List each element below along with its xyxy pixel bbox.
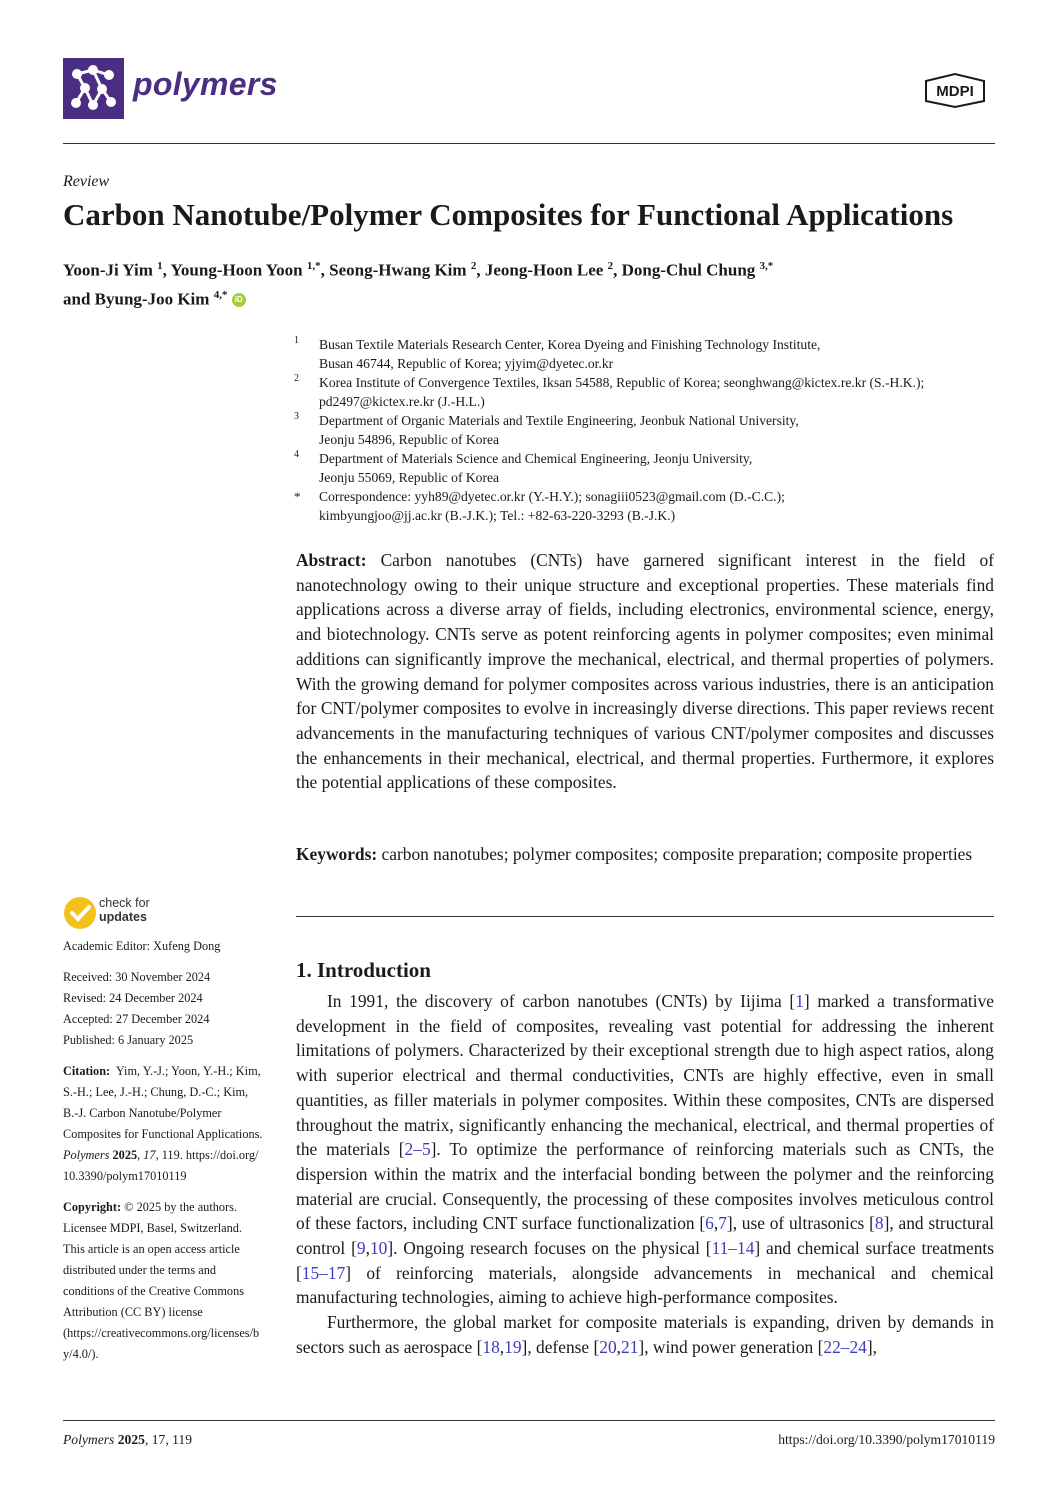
citation: Citation: Yim, Y.-J.; Yoon, Y.-H.; Kim, S.-H.; Lee, J.-H.; Chung, D.-C.; Kim, B.-J. Carbon Nanotube/Polymer Composites for Functional Applications. Polymers 2025, 17, 119. https://doi.org/10.3390/polym17010119 xyxy=(63,1064,263,1183)
footer-citation xyxy=(63,1432,192,1448)
citation-ref-link[interactable]: 18 xyxy=(482,1336,500,1357)
affiliations xyxy=(294,335,1004,525)
citation-year: 2025 xyxy=(112,1148,138,1162)
citation-label: Citation: xyxy=(63,1064,111,1078)
introduction-body xyxy=(296,989,994,1360)
author-affil: 1,* xyxy=(306,260,321,272)
citation-journal: Polymers xyxy=(63,1148,110,1162)
copyright-text: © 2025 by the authors. Licensee MDPI, Basel, Switzerland. This article is an open access article distributed under the terms and conditions of the Creative Commons Attribution (CC BY) license (https://creativecommons.org/licenses/by/4.0/). xyxy=(63,1200,260,1361)
keywords xyxy=(296,842,994,867)
citation-ref-link[interactable]: 20 xyxy=(599,1336,617,1357)
citation-ref-link[interactable]: 11–14 xyxy=(711,1238,755,1259)
check-updates-icon xyxy=(63,896,97,930)
author-affil: 2 xyxy=(470,260,477,272)
keywords-text: carbon nanotubes; polymer composites; composite preparation; composite properties xyxy=(381,844,973,864)
affiliation-number: 2 xyxy=(294,373,299,384)
citation-ref-link[interactable]: 8 xyxy=(874,1213,884,1234)
author-affil: 1 xyxy=(157,260,163,272)
citation-ref-link[interactable]: 10 xyxy=(369,1238,388,1259)
article-metadata xyxy=(63,936,263,1365)
publisher-logo-icon[interactable] xyxy=(916,71,994,109)
affiliation-number: 1 xyxy=(294,335,299,346)
article-title: Carbon Nanotube/Polymer Composites for Functional Applications xyxy=(63,197,954,232)
author-name[interactable]: Byung-Joo Kim xyxy=(94,289,210,309)
citation-ref-link[interactable]: 15–17 xyxy=(301,1262,346,1283)
author-name[interactable]: Young-Hoon Yoon xyxy=(170,260,303,280)
academic-editor: Academic Editor: Xufeng Dong xyxy=(63,939,221,953)
orcid-icon[interactable]: iD xyxy=(232,293,246,307)
citation-ref-link[interactable]: 1 xyxy=(795,991,804,1011)
affiliation-line: Busan Textile Materials Research Center, Korea Dyeing and Finishing Technology Institute, xyxy=(319,337,821,352)
author-name[interactable]: Jeong-Hoon Lee xyxy=(484,260,604,280)
footer-year: 2025 xyxy=(117,1432,145,1447)
footer-doi-link[interactable]: https://doi.org/10.3390/polym17010119 xyxy=(778,1432,995,1447)
citation-page: , 119. xyxy=(155,1148,183,1162)
citation-volume: 17 xyxy=(143,1148,156,1162)
accepted-date: Accepted: 27 December 2024 xyxy=(63,1012,210,1026)
footer-journal: Polymers xyxy=(63,1432,115,1447)
citation-ref-link[interactable]: 22–24 xyxy=(823,1336,867,1357)
citation-ref-link[interactable]: 2–5 xyxy=(404,1139,431,1160)
citation-ref-link[interactable]: 21 xyxy=(621,1336,639,1357)
check-updates-line1: check for xyxy=(99,896,150,910)
author-joiner: and xyxy=(63,289,91,309)
affiliation-line: kimbyungjoo@jj.ac.kr (B.-J.K.); Tel.: +82-63-220-3293 (B.-J.K.) xyxy=(319,508,676,523)
check-for-updates-badge[interactable] xyxy=(63,896,193,930)
section-heading: 1. Introduction xyxy=(296,958,431,982)
published-date: Published: 6 January 2025 xyxy=(63,1033,194,1047)
affiliation-line: Correspondence: yyh89@dyetec.or.kr (Y.-H.Y.); sonagiii0523@gmail.com (D.-C.C.); xyxy=(319,489,785,504)
keywords-label: Keywords: xyxy=(296,844,378,864)
header-divider xyxy=(63,143,995,144)
abstract xyxy=(296,548,994,795)
affiliation-item xyxy=(294,411,1004,449)
author-name[interactable]: Dong-Chul Chung xyxy=(621,260,756,280)
correspondence-item xyxy=(294,487,1004,525)
affiliation-item xyxy=(294,449,1004,487)
publisher-name: MDPI xyxy=(936,83,974,100)
abstract-label: Abstract: xyxy=(296,550,367,570)
affiliation-item xyxy=(294,373,1004,411)
copyright xyxy=(63,1197,263,1365)
paragraph: Furthermore, the global market for composite materials is expanding, driven by demands in sectors such as aerospace [18,19], defense [20,21], wind power generation [22–24], xyxy=(296,1312,994,1357)
check-updates-line2: updates xyxy=(99,910,147,924)
author-name[interactable]: Yoon-Ji Yim xyxy=(63,260,153,280)
citation-ref-link[interactable]: 9 xyxy=(356,1238,366,1259)
citation-doi-link[interactable]: https://doi.org/10.3390/polym17010119 xyxy=(63,1148,259,1183)
affiliation-line: Busan 46744, Republic of Korea; yjyim@dyetec.or.kr xyxy=(319,356,614,371)
author-affil: 3,* xyxy=(759,260,774,272)
citation-ref-link[interactable]: 19 xyxy=(504,1336,522,1357)
affiliation-line: Department of Materials Science and Chemical Engineering, Jeonju University, xyxy=(319,451,753,466)
article-type: Review xyxy=(63,173,110,190)
received-date: Received: 30 November 2024 xyxy=(63,970,211,984)
revised-date: Revised: 24 December 2024 xyxy=(63,991,203,1005)
citation-ref-link[interactable]: 6 xyxy=(705,1213,714,1234)
author-affil: 4,* xyxy=(213,288,228,301)
copyright-label: Copyright: xyxy=(63,1200,122,1214)
author-name[interactable]: Seong-Hwang Kim xyxy=(329,260,467,280)
affiliation-line: Department of Organic Materials and Textile Engineering, Jeonbuk National University, xyxy=(319,413,799,428)
author-affil: 2 xyxy=(607,260,614,272)
affiliation-number: 3 xyxy=(294,411,299,422)
section-divider xyxy=(296,916,994,917)
journal-name[interactable]: polymers xyxy=(133,66,278,102)
citation-ref-link[interactable]: 7 xyxy=(718,1213,727,1234)
citation-text: Yim, Y.-J.; Yoon, Y.-H.; Kim, S.-H.; Lee, J.-H.; Chung, D.-C.; Kim, B.-J. Carbon Nanotube/Polymer Composites for Functional Applications. xyxy=(63,1064,263,1141)
affiliation-line: pd2497@kictex.re.kr (J.-H.L.) xyxy=(319,394,485,409)
author-list: Yoon-Ji Yim $^1$, Young-Hoon Yoon $^{1,*}$, Seong-Hwang Kim $^2$, Jeong-Hoon Lee $^2$, Dong-Chul Chung $^{3,*}$ and Byung-Joo Kim $^{4,*}$ iD xyxy=(63,260,774,309)
paragraph: In 1991, the discovery of carbon nanotubes (CNTs) by Iijima [1] marked a transformative development in the field of composites, revealing vast potential for addressing the inherent limitations of polymers. Characterized by their exceptional strength due to high aspect ratios, along with superior electrical and thermal conductivities, CNTs are highly effective, even in small quantities, as filler materials in polymer composites. Within these composites, CNTs are dispersed throughout the matrix, significantly enhancing the mechanical, electrical, and thermal properties of the materials [2–5]. To optimize the performance of reinforcing materials such as CNTs, the dispersion within the matrix and the interfacial bonding between the polymer and the reinforcing material are crucial. Consequently, the processing of these composites involves meticulous control of these factors, including CNT surface functionalization [6,7], use of ultrasonics [8], and structural control [9,10]. Ongoing research focuses on the physical [11–14] and chemical surface treatments [15–17] of reinforcing materials, alongside advancements in mechanical and chemical manufacturing technologies, aiming to achieve high-performance composites. xyxy=(296,991,995,1308)
correspondence-marker: * xyxy=(294,489,301,504)
footer-volume-page: , 17, 119 xyxy=(144,1432,193,1447)
affiliation-line: Jeonju 55069, Republic of Korea xyxy=(319,470,500,485)
affiliation-line: Jeonju 54896, Republic of Korea xyxy=(319,432,500,447)
abstract-text: Carbon nanotubes (CNTs) have garnered significant interest in the field of nanotechnology owing to their unique structure and exceptional properties. These materials find applications across a diverse array of fields, including electronics, environmental science, energy, and biotechnology. CNTs serve as potent reinforcing agents in polymer composites; even minimal additions can significantly improve the mechanical, electrical, and thermal properties of polymers. With the growing demand for polymer composites across various industries, there is an anticipation for CNT/polymer composites to evolve in increasingly diverse directions. This paper reviews recent advancements in the manufacturing techniques of various CNT/polymer composites and discusses the enhancements in their mechanical, electrical, and thermal properties. Furthermore, it explores the potential applications of these composites. xyxy=(296,550,994,793)
journal-logo-icon xyxy=(63,58,124,119)
affiliation-item xyxy=(294,335,1004,373)
affiliation-line: Korea Institute of Convergence Textiles, Iksan 54588, Republic of Korea; seonghwang@kictex.re.kr (S.-H.K.); xyxy=(319,375,925,390)
footer-divider xyxy=(63,1420,995,1421)
affiliation-number: 4 xyxy=(294,449,299,460)
